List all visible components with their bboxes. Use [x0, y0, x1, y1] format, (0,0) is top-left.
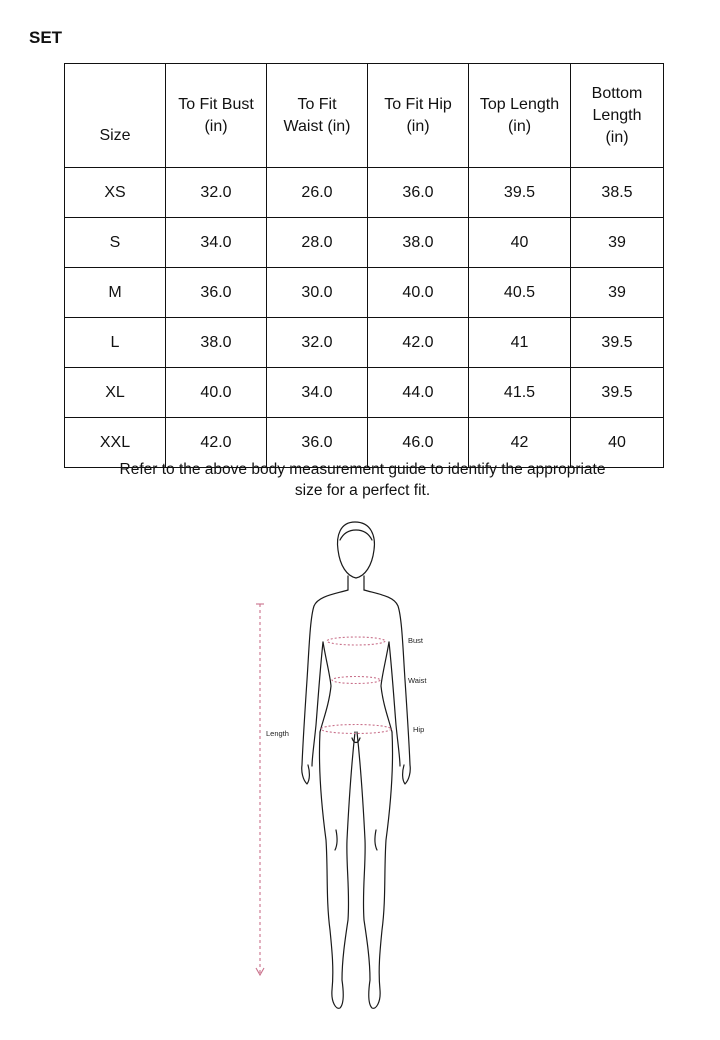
- cell-hip: 44.0: [368, 368, 469, 418]
- table-row: [65, 268, 664, 318]
- body-measurement-figure: [0, 510, 720, 1030]
- cell-bottom-length: 40: [571, 418, 664, 468]
- table-row: [65, 318, 664, 368]
- cell-bust: 38.0: [166, 318, 267, 368]
- cell-size: S: [65, 218, 166, 268]
- header-top-length: Top Length (in): [469, 64, 571, 168]
- cell-bottom-length: 39.5: [571, 318, 664, 368]
- bust-label: Bust: [408, 636, 424, 645]
- cell-bust: 42.0: [166, 418, 267, 468]
- cell-size: XL: [65, 368, 166, 418]
- cell-waist: 28.0: [267, 218, 368, 268]
- knee-lines: [335, 830, 377, 850]
- left-arm-outline: [302, 590, 348, 784]
- header-bust: To Fit Bust (in): [166, 64, 267, 168]
- cell-hip: 40.0: [368, 268, 469, 318]
- measurement-note: Refer to the above body measurement guide to identify the appropriate size for a perfect fit.: [119, 461, 606, 499]
- right-inner-arm: [389, 642, 400, 766]
- table-header-row: [65, 64, 664, 168]
- cell-size: XXL: [65, 418, 166, 468]
- measurement-lines: [260, 604, 391, 974]
- header-waist: To Fit Waist (in): [267, 64, 368, 168]
- cell-bust: 40.0: [166, 368, 267, 418]
- table-row: [65, 168, 664, 218]
- cell-top-length: 41: [469, 318, 571, 368]
- cell-top-length: 39.5: [469, 168, 571, 218]
- cell-size: L: [65, 318, 166, 368]
- cell-bottom-length: 38.5: [571, 168, 664, 218]
- cell-waist: 34.0: [267, 368, 368, 418]
- cell-bottom-length: 39: [571, 268, 664, 318]
- hip-label: Hip: [413, 725, 425, 734]
- left-inner-arm: [312, 642, 323, 766]
- cell-size: XS: [65, 168, 166, 218]
- cell-hip: 46.0: [368, 418, 469, 468]
- header-hip: To Fit Hip (in): [368, 64, 469, 168]
- cell-bust: 34.0: [166, 218, 267, 268]
- cell-top-length: 41.5: [469, 368, 571, 418]
- cell-hip: 38.0: [368, 218, 469, 268]
- hip-measure-line: [321, 725, 391, 734]
- cell-waist: 36.0: [267, 418, 368, 468]
- length-label: Length: [266, 729, 289, 738]
- right-leg-outline: [357, 732, 393, 1008]
- crotch-line: [352, 738, 360, 743]
- bust-measure-line: [327, 637, 385, 645]
- page-title: SET: [29, 28, 63, 47]
- cell-hip: 42.0: [368, 318, 469, 368]
- cell-bottom-length: 39: [571, 218, 664, 268]
- cell-hip: 36.0: [368, 168, 469, 218]
- size-chart-table: [64, 63, 664, 468]
- waist-label: Waist: [408, 676, 427, 685]
- hairline: [340, 530, 372, 540]
- table-row: [65, 218, 664, 268]
- figure-outline: [302, 522, 411, 1008]
- cell-top-length: 42: [469, 418, 571, 468]
- header-bottom-length: Bottom Length (in): [571, 64, 664, 168]
- cell-bust: 32.0: [166, 168, 267, 218]
- cell-waist: 30.0: [267, 268, 368, 318]
- table-row: [65, 368, 664, 418]
- cell-top-length: 40: [469, 218, 571, 268]
- cell-waist: 26.0: [267, 168, 368, 218]
- cell-top-length: 40.5: [469, 268, 571, 318]
- header-size: Size: [65, 64, 166, 168]
- left-leg-outline: [319, 732, 355, 1008]
- cell-size: M: [65, 268, 166, 318]
- waist-measure-line: [332, 677, 380, 684]
- right-arm-outline: [364, 590, 410, 784]
- cell-waist: 32.0: [267, 318, 368, 368]
- cell-bust: 36.0: [166, 268, 267, 318]
- cell-bottom-length: 39.5: [571, 368, 664, 418]
